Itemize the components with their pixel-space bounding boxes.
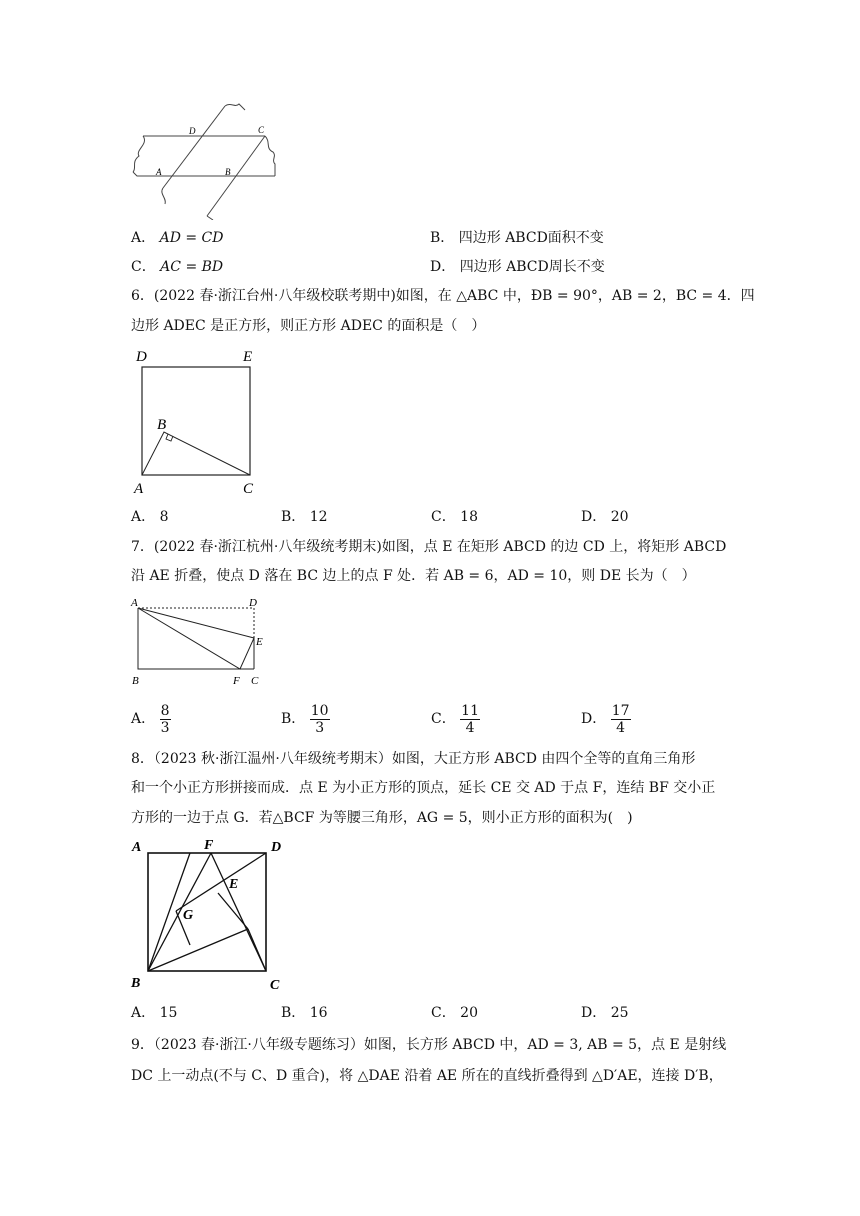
q8-label-f: F xyxy=(204,838,214,853)
q8-option-c-text: 20 xyxy=(460,1005,478,1021)
q5-figure xyxy=(125,98,285,220)
q5-label-b: B xyxy=(225,167,231,177)
q5-option-a-key: A． xyxy=(131,230,156,246)
q8-stem-line2: 和一个小正方形拼接而成．点 E 为小正方形的顶点，延长 CE 交 AD 于点 F，连结 BF 交小正 xyxy=(131,780,716,796)
q5-option-a-text: AD = CD xyxy=(159,230,224,246)
q7-option-d-key: D． xyxy=(581,711,607,727)
q6-option-a-text: 8 xyxy=(159,509,169,525)
q5-option-d xyxy=(430,257,605,277)
q8-option-c-key: C． xyxy=(431,1005,456,1021)
q7-option-a-fraction xyxy=(160,703,171,736)
q8-option-d-text: 25 xyxy=(610,1005,629,1021)
q9-stem-line2: DC 上一动点(不与 C、D 重合)，将 △DAE 沿着 AE 所在的直线折叠得到 △D′AE，连接 D′B， xyxy=(131,1068,723,1084)
q7-option-d-fraction xyxy=(611,703,631,736)
q7-option-d-den: 4 xyxy=(616,719,626,736)
q6-stem-line1: 6．(2022 春·浙江台州·八年级校联考期中)如图，在 △ABC 中，ÐB = 90°，AB = 2，BC = 4．四 xyxy=(131,288,755,304)
q5-label-d: D xyxy=(189,126,196,136)
q8-option-d xyxy=(581,1003,629,1023)
q7-stem-line1: 7．(2022 春·浙江杭州·八年级统考期末)如图，点 E 在矩形 ABCD 的边 CD 上，将矩形 ABCD xyxy=(131,539,727,555)
q5-label-a: A xyxy=(156,167,162,177)
q7-label-a: A xyxy=(131,597,138,609)
q6-option-b-key: B． xyxy=(281,509,306,525)
q7-figure xyxy=(128,594,273,689)
q5-option-c-key: C． xyxy=(131,259,156,275)
q7-option-a-key: A． xyxy=(131,711,156,727)
q6-label-a: A xyxy=(134,481,144,497)
q5-label-c: C xyxy=(258,125,265,135)
q9-stem-line1: 9．（2023 春·浙江·八年级专题练习）如图，长方形 ABCD 中，AD = 3, AB = 5，点 E 是射线 xyxy=(131,1037,727,1053)
q8-label-c: C xyxy=(270,978,280,993)
q7-option-c xyxy=(431,700,480,738)
q7-label-b: B xyxy=(132,675,139,687)
q5-option-b xyxy=(430,228,604,248)
q7-option-d-num: 17 xyxy=(611,702,630,719)
q6-figure xyxy=(130,345,265,500)
q8-option-a-key: A． xyxy=(131,1005,156,1021)
q5-option-c-text: AC = BD xyxy=(160,259,224,275)
q8-label-g: G xyxy=(183,908,194,923)
q5-option-a xyxy=(131,228,223,248)
q6-option-c xyxy=(431,507,478,527)
q7-stem-line2: 沿 AE 折叠，使点 D 落在 BC 边上的点 F 处．若 AB = 6，AD = 10，则 DE 长为（ ） xyxy=(131,568,696,584)
q8-option-b xyxy=(281,1003,328,1023)
q8-stem-line1: 8．（2023 秋·浙江温州·八年级统考期末）如图，大正方形 ABCD 由四个全等的直角三角形 xyxy=(131,751,696,767)
q8-option-a xyxy=(131,1003,177,1023)
q6-option-d xyxy=(581,507,629,527)
q6-option-b xyxy=(281,507,328,527)
q7-label-c: C xyxy=(251,675,259,687)
q7-option-b xyxy=(281,700,330,738)
q7-option-b-den: 3 xyxy=(315,719,325,736)
q8-label-d: D xyxy=(271,840,282,855)
q7-option-d xyxy=(581,700,631,738)
q5-option-d-text: 四边形 ABCD周长不变 xyxy=(459,259,605,275)
q6-label-e: E xyxy=(243,349,253,365)
q6-option-c-key: C． xyxy=(431,509,456,525)
q7-option-a-den: 3 xyxy=(160,719,170,736)
q8-label-b: B xyxy=(131,976,141,991)
q8-option-b-key: B． xyxy=(281,1005,306,1021)
q6-option-a-key: A． xyxy=(131,509,156,525)
q5-option-b-text: 四边形 ABCD面积不变 xyxy=(458,230,604,246)
q8-label-e: E xyxy=(229,877,239,892)
q7-option-c-num: 11 xyxy=(461,702,479,719)
q6-option-c-text: 18 xyxy=(460,509,478,525)
q6-stem-line2: 边形 ADEC 是正方形，则正方形 ADEC 的面积是（ ） xyxy=(131,318,486,334)
q7-label-f: F xyxy=(233,675,240,687)
q8-option-c xyxy=(431,1003,478,1023)
q8-option-a-text: 15 xyxy=(159,1005,178,1021)
q6-option-d-text: 20 xyxy=(610,509,629,525)
q8-stem-line3: 方形的一边于点 G．若△BCF 为等腰三角形，AG = 5，则小正方形的面积为( ) xyxy=(131,810,633,826)
q6-label-c: C xyxy=(243,481,254,497)
q7-option-c-key: C． xyxy=(431,711,456,727)
q5-option-d-key: D． xyxy=(430,259,456,275)
q6-option-b-text: 12 xyxy=(309,509,328,525)
q6-option-d-key: D． xyxy=(581,509,607,525)
q7-label-d: D xyxy=(249,597,257,609)
q7-option-b-num: 10 xyxy=(310,702,329,719)
q5-option-b-key: B． xyxy=(430,230,455,246)
q7-option-c-fraction xyxy=(460,703,480,736)
q8-option-d-key: D． xyxy=(581,1005,607,1021)
q7-label-e: E xyxy=(256,636,263,648)
q7-option-a-num: 8 xyxy=(160,702,170,719)
q6-option-a xyxy=(131,507,169,527)
q6-label-b: B xyxy=(157,417,167,433)
q7-option-c-den: 4 xyxy=(465,719,475,736)
q8-label-a: A xyxy=(132,840,142,855)
q7-option-b-fraction xyxy=(310,703,330,736)
q8-figure xyxy=(128,835,288,995)
q6-label-d: D xyxy=(136,349,147,365)
q5-option-c xyxy=(131,257,223,277)
q7-option-b-key: B． xyxy=(281,711,306,727)
q8-option-b-text: 16 xyxy=(309,1005,328,1021)
q7-option-a xyxy=(131,700,171,738)
